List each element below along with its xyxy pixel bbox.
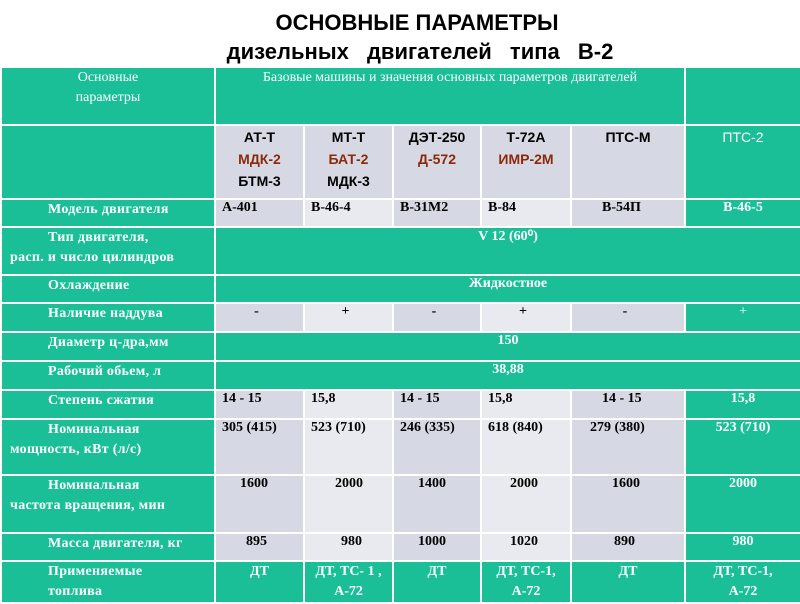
- parameters-table: [0, 66, 800, 604]
- header-empty-cell: [685, 67, 800, 125]
- table-row-mass: Масса двигателя, кг 895 980 1000 1020 890 980: [1, 533, 800, 561]
- column-header-1: АТ-Т МДК-2 БТМ-3: [215, 125, 304, 199]
- table-row-bore: Диаметр ц-дра,мм 150: [1, 332, 800, 361]
- column-header-5: ПТС-М: [571, 125, 685, 199]
- page-title: ОСНОВНЫЕ ПАРАМЕТРЫ: [275, 10, 559, 35]
- column-header-4: Т-72А ИМР-2М: [481, 125, 571, 199]
- header-empty-label: [1, 125, 215, 199]
- column-header-3: ДЭТ-250 Д-572: [393, 125, 481, 199]
- table-row-rpm: Номинальная частота вращения, мин 1600 2000 1400 2000 1600 2000: [1, 475, 800, 533]
- table-row-power: Номинальная мощность, кВт (л/с) 305 (415) 523 (710) 246 (335) 618 (840) 279 (380) 523 (710): [1, 419, 800, 475]
- column-header-6: ПТС-2: [685, 125, 800, 199]
- table-row-cooling: Охлаждение Жидкостное: [1, 275, 800, 303]
- table-row-supercharge: Наличие наддува - + - + - +: [1, 303, 800, 332]
- header-group-label: Базовые машины и значения основных параметров двигателей: [215, 67, 685, 125]
- header-params-label: Основные параметры: [1, 67, 215, 125]
- page-subtitle: дизельных двигателей типа В-2: [226, 39, 614, 64]
- table-row-volume: Рабочий обьем, л 38,88: [1, 361, 800, 390]
- table-row-type: Тип двигателя, расп. и число цилиндров V 12 (60⁰): [1, 227, 800, 275]
- table-row-compression: Степень сжатия 14 - 15 15,8 14 - 15 15,8 14 - 15 15,8: [1, 390, 800, 419]
- table-row-model: Модель двигателя А-401 В-46-4 В-31М2 В-84 В-54П В-46-5: [1, 199, 800, 227]
- column-header-2: МТ-Т БАТ-2 МДК-3: [304, 125, 393, 199]
- table-row-fuel: Применяемые топлива ДТ ДТ, ТС- 1 , А-72 ДТ ДТ, ТС-1, А-72 ДТ ДТ, ТС-1, А-72: [1, 561, 800, 603]
